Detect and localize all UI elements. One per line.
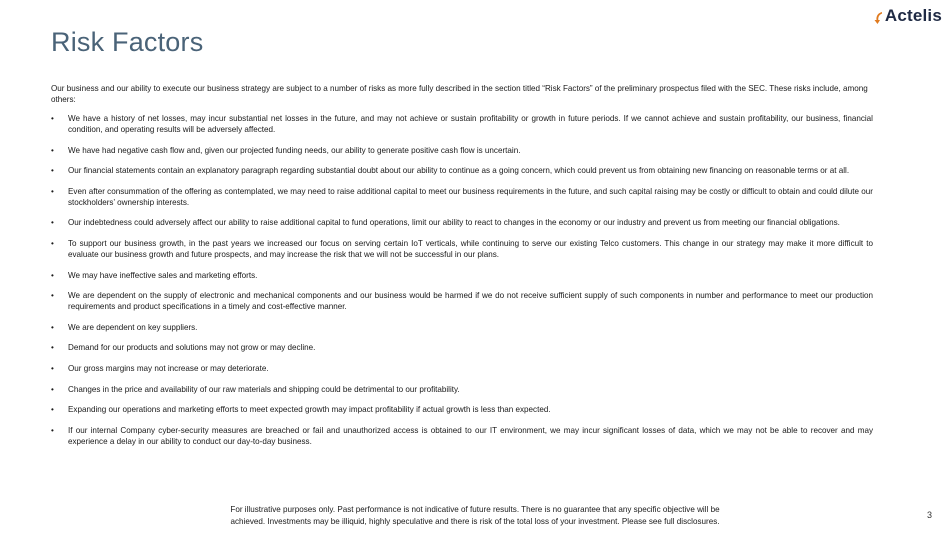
bullet-icon: •: [51, 343, 54, 353]
risk-factors-body: [51, 83, 873, 456]
bullet-icon: •: [51, 322, 54, 332]
risk-text: We have a history of net losses, may incur substantial net losses in the future, and may not achieve or sustain profitability or growth in future periods. If we cannot achieve and sustain profitability, our business, financial condition, and operating results will be adversely affected.: [68, 114, 873, 134]
risk-list: [51, 113, 873, 447]
risk-text: We are dependent on key suppliers.: [68, 322, 198, 332]
risk-item: [51, 404, 873, 415]
risk-text: If our internal Company cyber-security measures are breached or fail and unauthorized access is obtained to our IT environment, we may incur significant losses of data, which we may not be able to recover and may experience a delay in our ability to conduct our day-to-day business.: [68, 425, 873, 446]
bullet-icon: •: [51, 114, 54, 123]
risk-item: [51, 322, 873, 333]
risk-item: [51, 342, 873, 353]
bullet-icon: •: [51, 405, 54, 415]
risk-text: We are dependent on the supply of electronic and mechanical components and our business would be harmed if we do not receive sufficient supply of such components in number and performance to meet our production requirements and product specifications in a timely and cost-effective manner.: [68, 291, 873, 312]
bullet-icon: •: [51, 186, 54, 196]
risk-item: [51, 270, 873, 281]
risk-text: Our financial statements contain an explanatory paragraph regarding substantial doubt about our ability to continue as a going concern, which could prevent us from obtaining new financing on reasonable terms or at all.: [68, 166, 850, 176]
logo-wordmark: Actelis: [884, 6, 942, 25]
bullet-icon: •: [51, 166, 54, 176]
risk-text: To support our business growth, in the past years we increased our focus on serving certain IoT verticals, while continuing to serve our existing Telco customers. This change in our strategy may make it more difficult to evaluate our business growth and future prospects, and may increase the risk that we will not be successful in our plans.: [68, 238, 873, 259]
bullet-icon: •: [51, 384, 54, 394]
risk-text: We have had negative cash flow and, given our projected funding needs, our ability to generate positive cash flow is uncertain.: [68, 145, 521, 155]
page-number: 3: [926, 510, 932, 520]
risk-item: [51, 290, 873, 312]
page-title: Risk Factors: [51, 27, 204, 57]
bullet-icon: •: [51, 145, 54, 155]
risk-item: [51, 384, 873, 395]
risk-item: [51, 186, 873, 208]
disclaimer-line-2: achieved. Investments may be illiquid, highly speculative and there is risk of the total loss of your investment. Please see full disclosures.: [230, 517, 720, 526]
disclaimer-line-1: For illustrative purposes only. Past performance is not indicative of future results. There is no guarantee that any specific objective will be: [230, 505, 720, 514]
risk-item: [51, 425, 873, 447]
risk-text: Changes in the price and availability of our raw materials and shipping could be detrimental to our profitability.: [68, 384, 460, 394]
bullet-icon: •: [51, 363, 54, 373]
risk-item: [51, 363, 873, 374]
actelis-logo-mark-icon: [873, 6, 885, 26]
bullet-icon: •: [51, 270, 54, 280]
risk-item: [51, 145, 873, 156]
risk-text: We may have ineffective sales and marketing efforts.: [68, 270, 258, 280]
bullet-icon: •: [51, 238, 54, 248]
risk-text: Our indebtedness could adversely affect our ability to raise additional capital to fund operations, limit our ability to react to changes in the economy or our industry and prevent us from meeting our financial obligations.: [68, 218, 840, 228]
risk-text: Our gross margins may not increase or may deteriorate.: [68, 363, 269, 373]
risk-item: [51, 238, 873, 260]
risk-item: [51, 113, 873, 135]
risk-text: Expanding our operations and marketing efforts to meet expected growth may impact profitability if actual growth is less than expected.: [68, 405, 551, 415]
risk-item: [51, 165, 873, 176]
bullet-icon: •: [51, 425, 54, 435]
company-logo: [873, 4, 942, 26]
risk-text: Demand for our products and solutions may not grow or may decline.: [68, 343, 316, 353]
bullet-icon: •: [51, 218, 54, 228]
intro-paragraph: Our business and our ability to execute our business strategy are subject to a number of risks as more fully described in the section titled “Risk Factors” of the preliminary prospectus filed with the SEC. These risks include, among others:: [51, 84, 868, 104]
bullet-icon: •: [51, 291, 54, 301]
risk-text: Even after consummation of the offering as contemplated, we may need to raise additional capital to meet our business requirements in the future, and such capital raising may be costly or difficult to obtain and could dilute our stockholders’ ownership interests.: [68, 186, 873, 207]
risk-item: [51, 217, 873, 228]
disclaimer-footer: [180, 504, 770, 528]
